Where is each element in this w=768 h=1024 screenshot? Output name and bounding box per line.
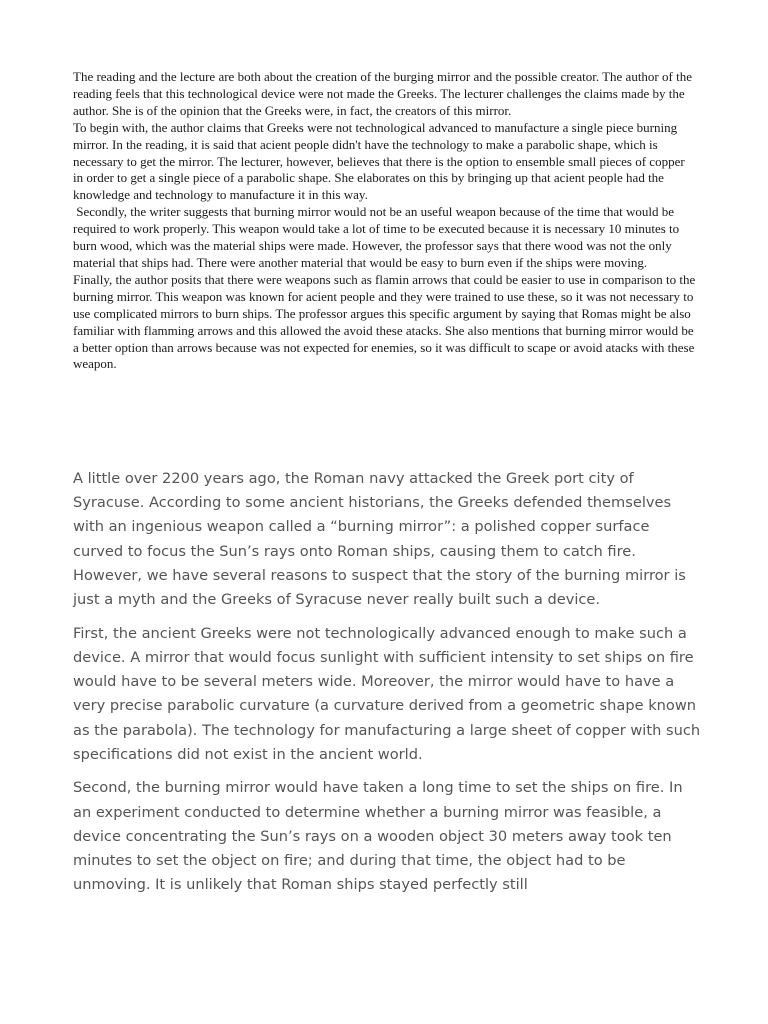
essay-response [73,69,698,373]
essay-paragraph-3: Secondly, the writer suggests that burning mirror would not be an useful weapon because of the time that would be required to work properly. This weapon would take a lot of time to be executed because it is necessary 10 minutes to burn wood, which was the material ships were made. However, the professor says that there wood was not the only material that ships had. There were another material that would be easy to burn even if the ships were moving. [73,204,683,270]
essay-paragraph-1: The reading and the lecture are both about the creation of the burging mirror and the possible creator. The author of the reading feels that this technological device were not made the Greeks. The lecturer challenges the claims made by the author. She is of the opinion that the Greeks were, in fact, the creators of this mirror. [73,69,696,118]
reading-paragraph-3: Second, the burning mirror would have taken a long time to set the ships on fire. In an experiment conducted to determine whether a burning mirror was feasible, a device concentrating the Sun’s rays on a wooden object 30 meters away took ten minutes to set the object on fire; and during that time, the object had to be unmoving. It is unlikely that Roman ships stayed perfectly still [73,779,683,894]
reading-passage [73,467,703,907]
reading-paragraph-1: A little over 2200 years ago, the Roman navy attacked the Greek port city of Syracuse. According to some ancient historians, the Greeks defended themselves with an ingenious weapon called a “burning mirror”: a polished copper surface curved to focus the Sun’s rays onto Roman ships, causing them to catch fire. However, we have several reasons to suspect that the story of the burning mirror is just a myth and the Greeks of Syracuse never really built such a device. [73,470,686,609]
reading-paragraph-2: First, the ancient Greeks were not technologically advanced enough to make such a device. A mirror that would focus sunlight with sufficient intensity to set ships on fire would have to be several meters wide. Moreover, the mirror would have to have a very precise parabolic curvature (a curvature derived from a geometric shape known as the parabola). The technology for manufacturing a large sheet of copper with such specifications did not exist in the ancient world. [73,624,701,763]
essay-paragraph-4: Finally, the author posits that there were weapons such as flamin arrows that could be easier to use in comparison to the burning mirror. This weapon was known for acient people and they were trained to use these, so it was not necessary to use complicated mirrors to burn ships. The professor argues this specific argument by saying that Romas might be also familiar with flamming arrows and this allowed the avoid these atacks. She also mentions that burning mirror would be a better option than arrows because was not expected for enemies, so it was difficult to scape or avoid atacks with these weapon. [73,271,699,372]
essay-paragraph-2: To begin with, the author claims that Greeks were not technological advanced to manufacture a single piece burning mirror. In the reading, it is said that acient people didn't have the technology to make a parabolic shape, which is necessary to get the mirror. The lecturer, however, believes that there is the option to ensemble small pieces of copper in order to get a single piece of a parabolic shape. She elaborates on this by bringing up that acient people had the knowledge and technology to manufacture it in this way. [73,119,688,203]
